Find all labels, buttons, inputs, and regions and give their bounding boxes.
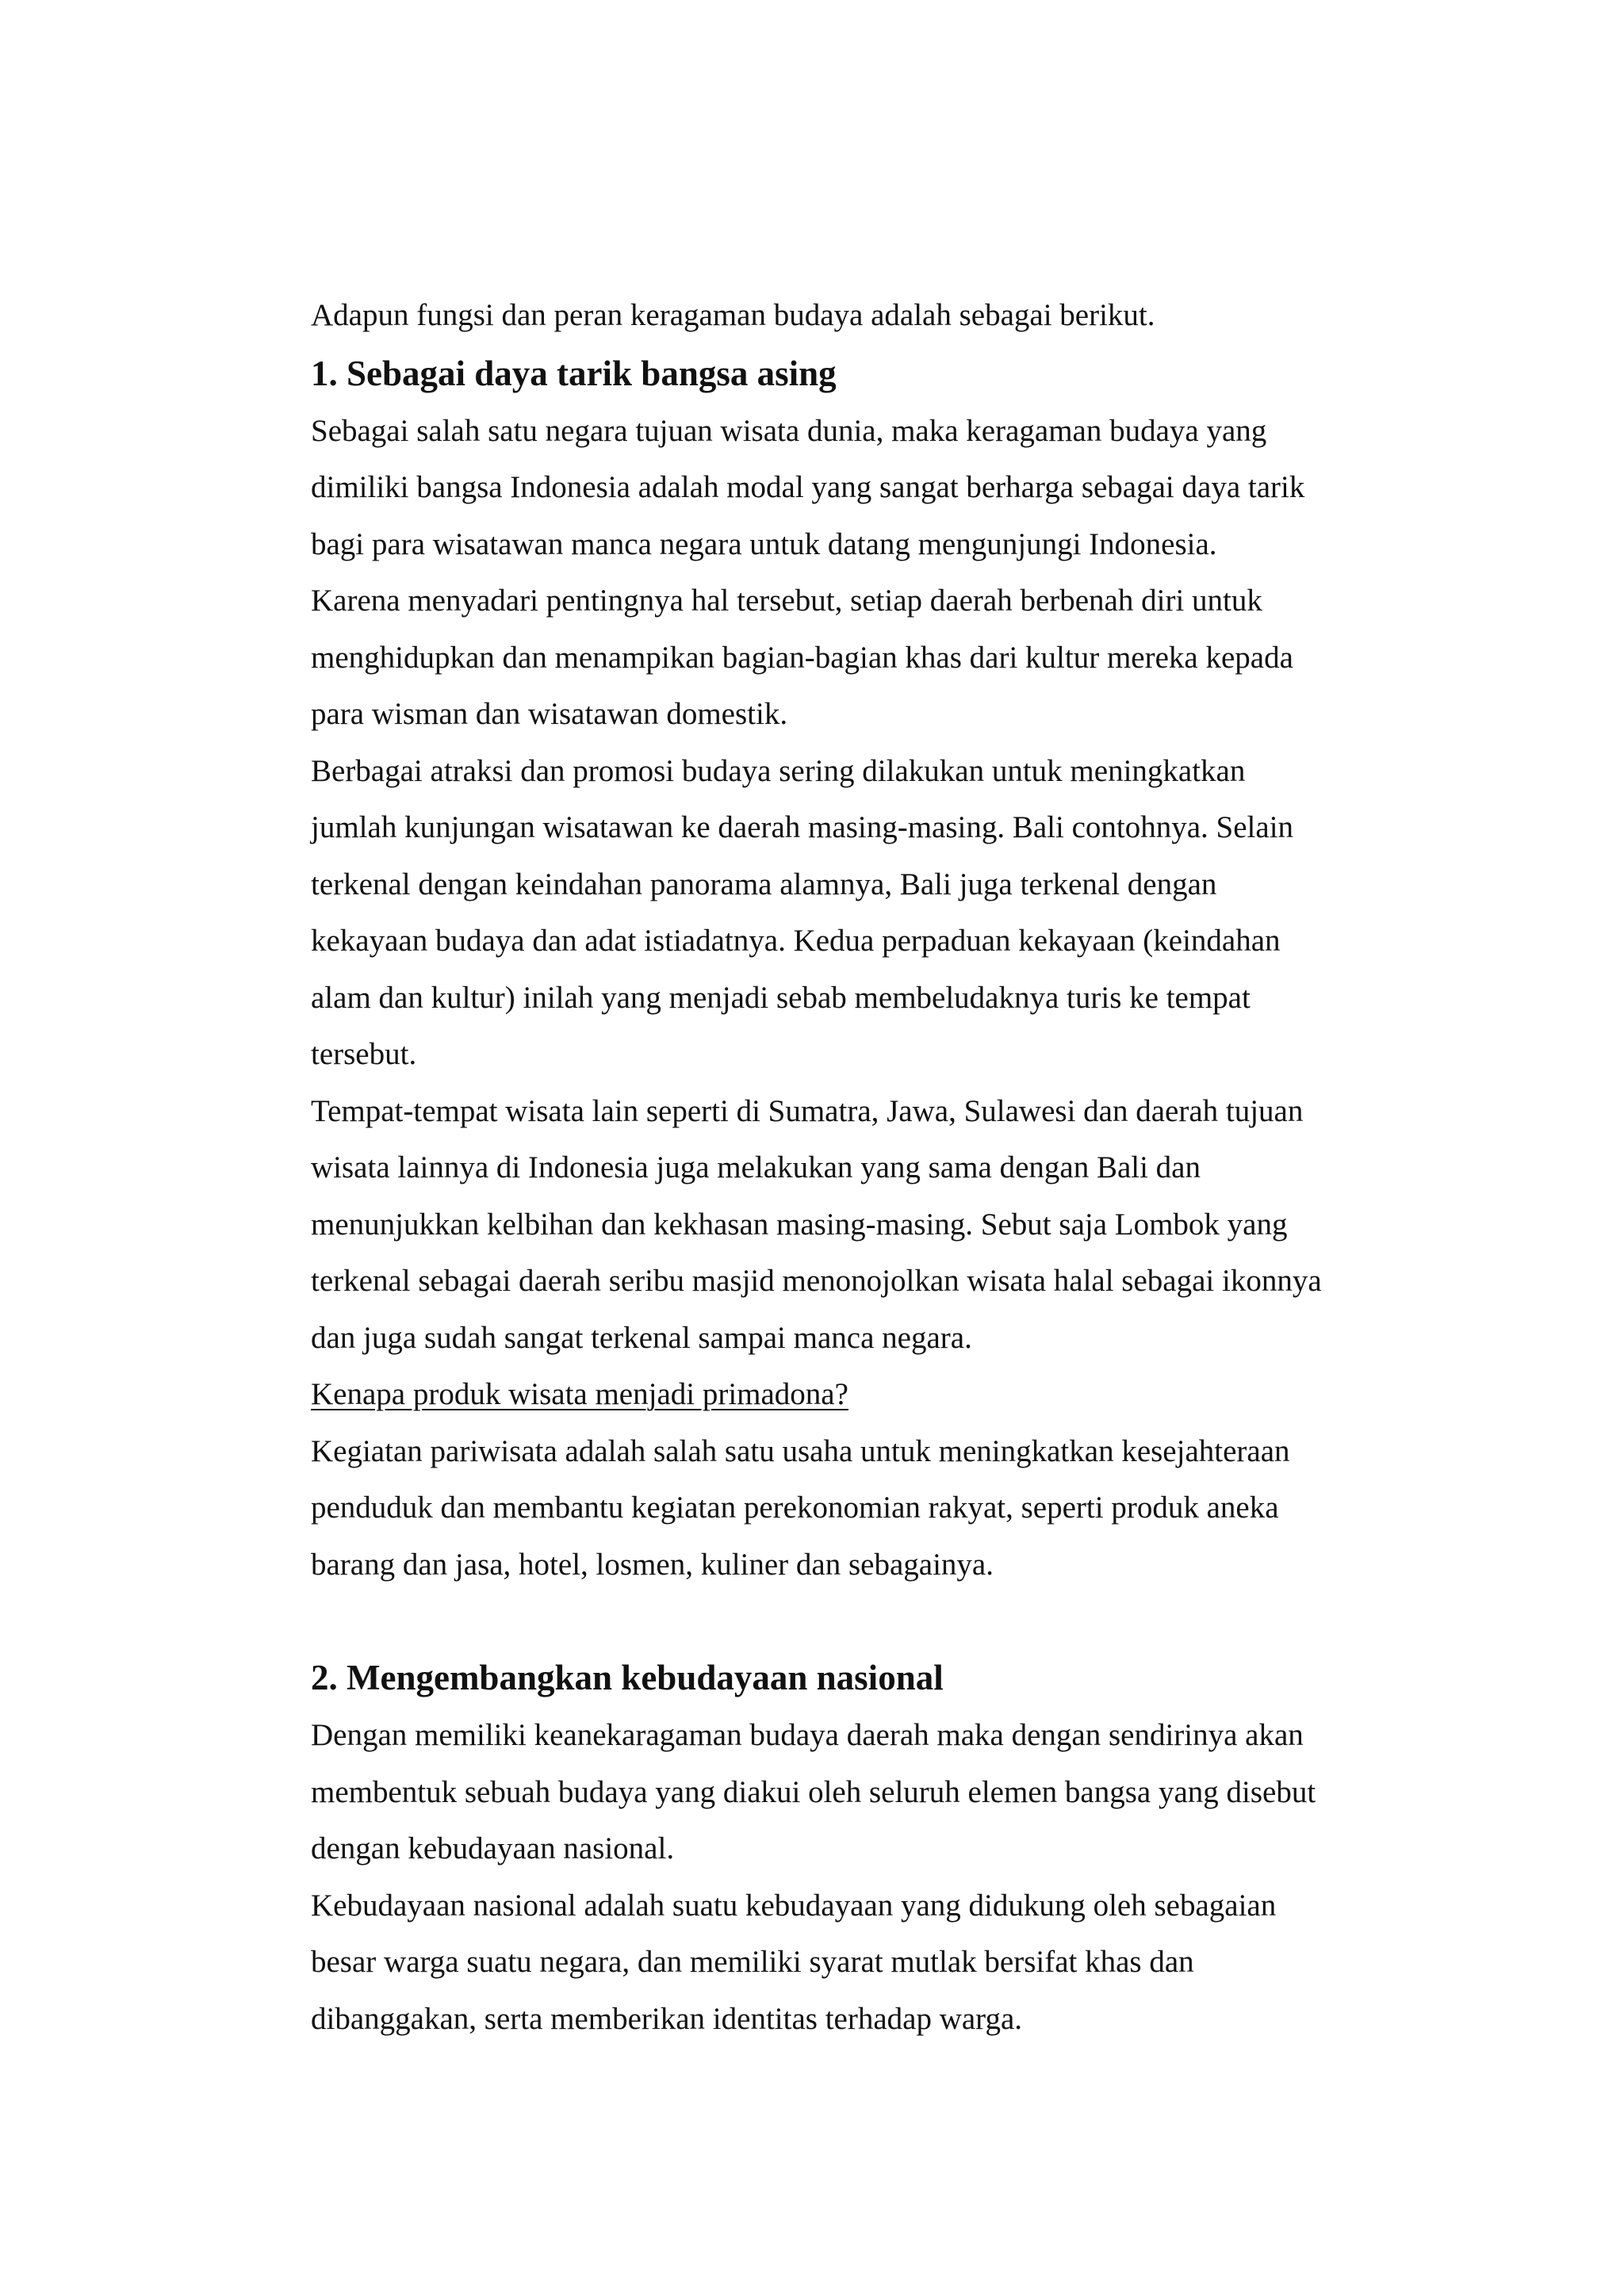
section-2-paragraph-1 bbox=[311, 1707, 1405, 1877]
paragraph-line: Kegiatan pariwisata adalah salah satu usaha untuk meningkatkan kesejahteraan bbox=[311, 1433, 1290, 1468]
section-spacer bbox=[311, 1593, 1405, 1648]
paragraph-line: dan juga sudah sangat terkenal sampai manca negara. bbox=[311, 1320, 972, 1355]
document-body bbox=[311, 287, 1405, 2047]
paragraph-line: dengan kebudayaan nasional. bbox=[311, 1831, 675, 1866]
section-1 bbox=[311, 344, 1405, 1594]
section-1-paragraph-3 bbox=[311, 743, 1405, 1083]
paragraph-line: Kebudayaan nasional adalah suatu kebudayaan yang didukung oleh sebagaian bbox=[311, 1888, 1277, 1923]
section-1-paragraph-4 bbox=[311, 1083, 1405, 1367]
paragraph-line: jumlah kunjungan wisatawan ke daerah masing-masing. Bali contohnya. Selain bbox=[311, 810, 1294, 844]
paragraph-line: Karena menyadari pentingnya hal tersebut, setiap daerah berbenah diri untuk bbox=[311, 584, 1262, 618]
paragraph-line: besar warga suatu negara, dan memiliki syarat mutlak bersifat khas dan bbox=[311, 1945, 1194, 1979]
paragraph-line: penduduk dan membantu kegiatan perekonomian rakyat, seperti produk aneka bbox=[311, 1490, 1279, 1525]
paragraph-line: membentuk sebuah budaya yang diakui oleh seluruh elemen bangsa yang disebut bbox=[311, 1774, 1316, 1809]
section-2-heading: 2. Mengembangkan kebudayaan nasional bbox=[311, 1658, 944, 1697]
section-1-paragraph-1 bbox=[311, 403, 1405, 573]
section-1-heading: 1. Sebagai daya tarik bangsa asing bbox=[311, 353, 837, 393]
paragraph-line: terkenal sebagai daerah seribu masjid menonojolkan wisata halal sebagai ikonnya bbox=[311, 1264, 1322, 1298]
paragraph-line: tersebut. bbox=[311, 1037, 417, 1071]
paragraph-line: Sebagai salah satu negara tujuan wisata dunia, maka keragaman budaya yang bbox=[311, 413, 1267, 448]
paragraph-line: Dengan memiliki keanekaragaman budaya daerah maka dengan sendirinya akan bbox=[311, 1718, 1304, 1752]
paragraph-line: bagi para wisatawan manca negara untuk datang mengunjungi Indonesia. bbox=[311, 526, 1217, 561]
paragraph-line: alam dan kultur) inilah yang menjadi sebab membeludaknya turis ke tempat bbox=[311, 980, 1251, 1015]
subheading-line bbox=[311, 1366, 1405, 1423]
paragraph-line: terkenal dengan keindahan panorama alamnya, Bali juga terkenal dengan bbox=[311, 867, 1217, 901]
paragraph-line: Berbagai atraksi dan promosi budaya sering dilakukan untuk meningkatkan bbox=[311, 753, 1246, 788]
section-1-paragraph-5 bbox=[311, 1423, 1405, 1594]
paragraph-line: Tempat-tempat wisata lain seperti di Sumatra, Jawa, Sulawesi dan daerah tujuan bbox=[311, 1093, 1304, 1128]
paragraph-line: dibanggakan, serta memberikan identitas terhadap warga. bbox=[311, 2001, 1023, 2036]
section-2-paragraph-2 bbox=[311, 1877, 1405, 2048]
intro-text: Adapun fungsi dan peran keragaman budaya adalah sebagai berikut. bbox=[311, 298, 1155, 332]
paragraph-line: menghidupkan dan menampikan bagian-bagian khas dari kultur mereka kepada bbox=[311, 640, 1293, 675]
paragraph-line: dimiliki bangsa Indonesia adalah modal yang sangat berharga sebagai daya tarik bbox=[311, 470, 1305, 504]
paragraph-line: kekayaan budaya dan adat istiadatnya. Kedua perpaduan kekayaan (keindahan bbox=[311, 924, 1281, 958]
paragraph-line: barang dan jasa, hotel, losmen, kuliner dan sebagainya. bbox=[311, 1547, 994, 1582]
section-2 bbox=[311, 1648, 1405, 2047]
section-1-paragraph-2 bbox=[311, 572, 1405, 743]
paragraph-line: wisata lainnya di Indonesia juga melakukan yang sama dengan Bali dan bbox=[311, 1150, 1201, 1184]
section-1-subheading: Kenapa produk wisata menjadi primadona? bbox=[311, 1377, 848, 1411]
paragraph-line: para wisman dan wisatawan domestik. bbox=[311, 697, 788, 731]
paragraph-line: menunjukkan kelbihan dan kekhasan masing-masing. Sebut saja Lombok yang bbox=[311, 1207, 1288, 1242]
